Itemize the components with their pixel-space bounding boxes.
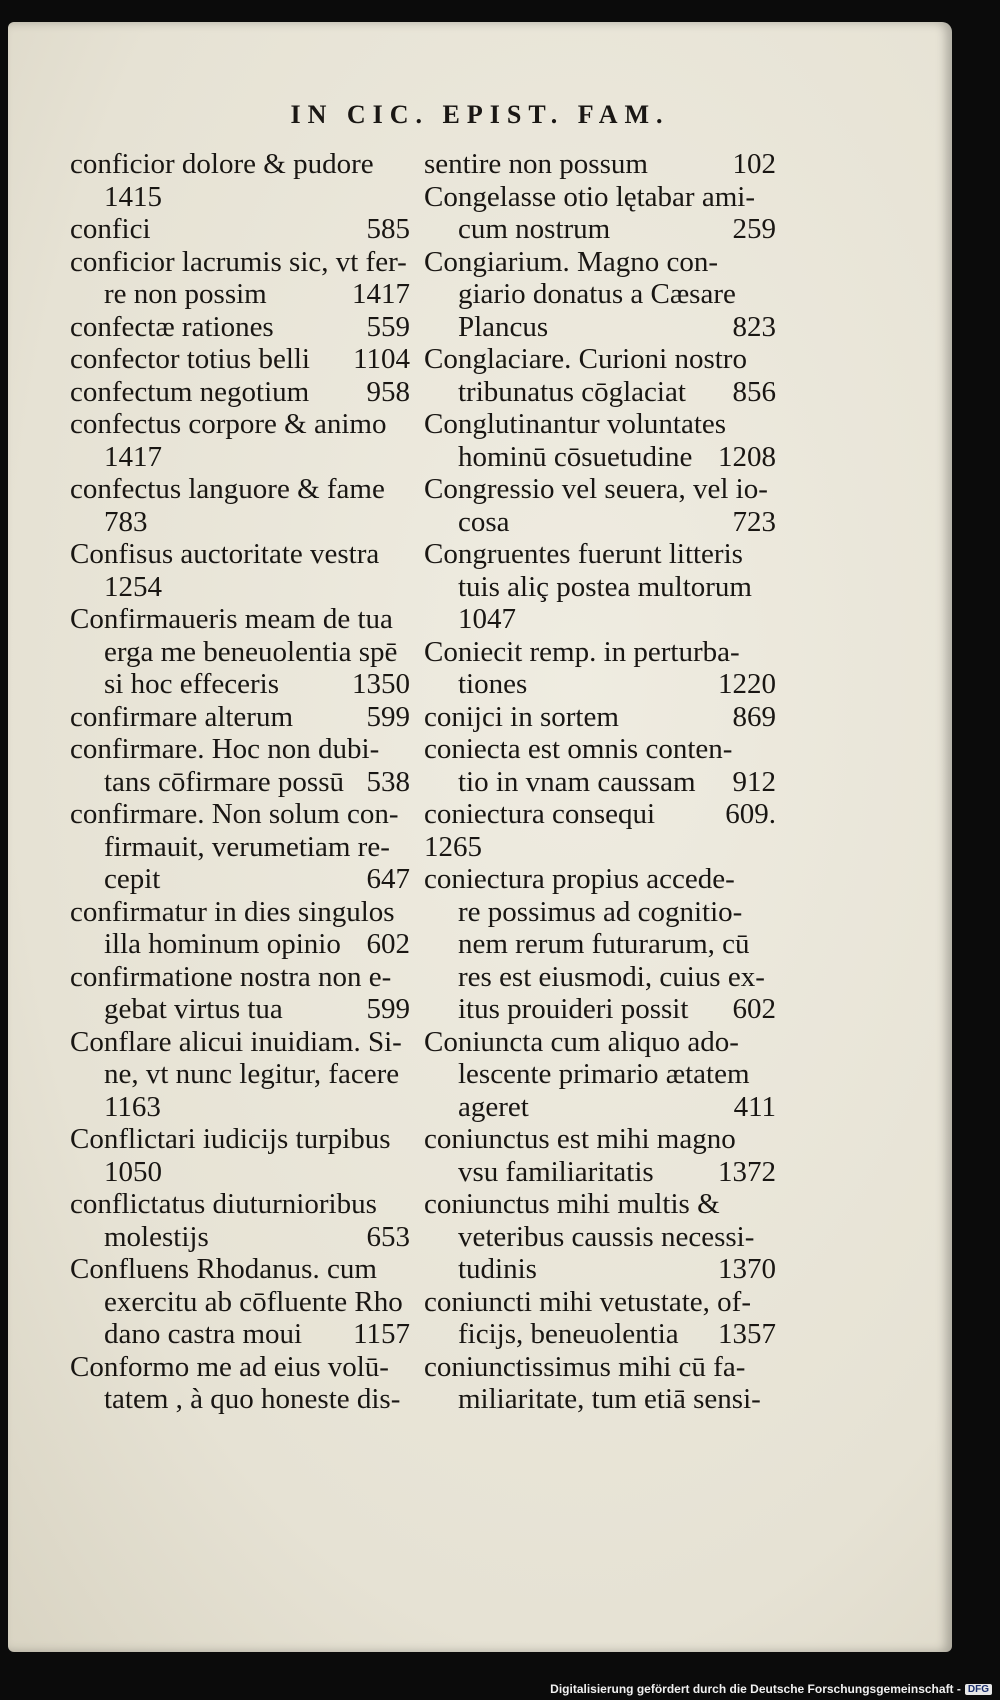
entry-text: confirmatione nostra non e- <box>70 960 392 993</box>
entry-text: Conflare alicui inuidiam. Si- <box>70 1025 402 1058</box>
index-entry-line <box>70 213 410 246</box>
index-column-left <box>70 148 410 1416</box>
index-entry-line <box>70 473 410 506</box>
index-entry-line <box>70 1318 410 1351</box>
index-entry-line <box>424 311 776 344</box>
page-reference: 602 <box>366 928 410 960</box>
entry-text: tatem , à quo honeste dis- <box>104 1383 401 1415</box>
index-entry <box>70 473 410 538</box>
index-entry-line <box>424 246 776 279</box>
index-entry-line <box>424 733 776 766</box>
entry-text: tiones <box>458 668 528 700</box>
index-entry-line <box>70 896 410 929</box>
index-entry <box>424 408 776 473</box>
entry-text: 1265 <box>424 830 482 863</box>
entry-text: cum nostrum <box>458 213 611 245</box>
index-entry <box>70 1253 410 1351</box>
entry-text: 1050 <box>104 1155 162 1188</box>
index-entry-line <box>424 1091 776 1124</box>
index-entry-line <box>70 538 410 571</box>
entry-text: 783 <box>104 505 148 538</box>
index-entry-line <box>70 343 410 376</box>
entry-text: nem rerum futurarum, cū <box>458 928 750 960</box>
entry-text: Congelasse otio lętabar ami- <box>424 180 755 213</box>
index-entry-line <box>70 928 410 961</box>
index-entry-line <box>424 1253 776 1286</box>
book-page <box>8 22 952 1652</box>
entry-text: Confluens Rhodanus. cum <box>70 1253 377 1285</box>
page-reference: 585 <box>366 213 410 245</box>
entry-text: Coniuncta cum aliquo ado- <box>424 1025 739 1058</box>
index-entry-line <box>70 148 410 181</box>
entry-text: re non possim <box>104 278 267 310</box>
page-reference: 559 <box>366 310 410 343</box>
index-entry-line <box>70 1026 410 1059</box>
index-entry-line <box>70 603 410 636</box>
entry-text: exercitu ab cōfluente Rho <box>104 1285 403 1318</box>
index-entry-line <box>70 1156 410 1189</box>
index-entry-line <box>424 148 776 181</box>
index-entry <box>424 701 776 734</box>
index-entry-line <box>70 246 410 279</box>
page-reference: 653 <box>366 1220 410 1253</box>
entry-text: Congruentes fuerunt litteris <box>424 538 743 570</box>
index-entry-line <box>424 538 776 571</box>
index-entry <box>70 1351 410 1416</box>
page-reference: 1208 <box>718 440 776 473</box>
index-entry <box>70 896 410 961</box>
credit-text: Digitalisierung gefördert durch die Deutsche Forschungsgemeinschaft - <box>550 1682 961 1696</box>
entry-text: confici <box>70 213 151 245</box>
index-entry-line <box>424 831 776 864</box>
index-entry <box>424 473 776 538</box>
index-entry-line <box>424 928 776 961</box>
index-entry <box>424 343 776 408</box>
index-entry-line <box>424 1123 776 1156</box>
page-reference: 958 <box>366 375 410 408</box>
entry-text: Conglutinantur voluntates <box>424 408 727 440</box>
entry-text: coniunctissimus mihi cū fa- <box>424 1350 746 1383</box>
page-reference: 411 <box>733 1090 776 1123</box>
entry-text: 1163 <box>104 1090 161 1123</box>
index-entry-line <box>424 408 776 441</box>
entry-text: miliaritate, tum etiā sensi- <box>458 1383 761 1415</box>
index-entry-line <box>70 733 410 766</box>
index-entry <box>424 1286 776 1351</box>
entry-text: coniecta est omnis conten- <box>424 733 733 765</box>
index-entry-line <box>424 1026 776 1059</box>
index-entry-line <box>70 766 410 799</box>
entry-text: conflictatus diuturnioribus <box>70 1188 377 1220</box>
page-reference: 1350 <box>352 668 410 700</box>
entry-text: conijci in sortem <box>424 700 619 733</box>
entry-text: tans cōfirmare possū <box>104 765 344 798</box>
page-reference: 723 <box>732 505 776 538</box>
page-reference: 609. <box>725 798 776 830</box>
page-reference: 823 <box>732 310 776 343</box>
dfg-logo: DFG <box>965 1684 992 1695</box>
index-entry-line <box>70 1058 410 1091</box>
index-entry-line <box>424 441 776 474</box>
index-entry-line <box>424 603 776 636</box>
index-entry <box>424 1026 776 1124</box>
index-entry <box>424 831 776 864</box>
page-reference: 647 <box>366 863 410 895</box>
index-entry-line <box>70 961 410 994</box>
page-reference: 1104 <box>353 343 410 375</box>
index-entry <box>424 1188 776 1286</box>
index-entry-line <box>70 506 410 539</box>
index-entry <box>424 538 776 636</box>
page-reference: 1417 <box>352 278 410 310</box>
index-entry-line <box>70 311 410 344</box>
entry-text: Coniecit remp. in perturba- <box>424 635 740 668</box>
entry-text: Conglaciare. Curioni nostro <box>424 343 747 375</box>
index-entry <box>70 1188 410 1253</box>
entry-text: 1417 <box>104 440 162 473</box>
index-entry <box>70 213 410 246</box>
page-reference: 869 <box>732 700 776 733</box>
index-entry <box>70 246 410 311</box>
index-entry-line <box>424 896 776 929</box>
entry-text: tuis aliç postea multorum <box>458 570 752 603</box>
index-entry <box>70 1123 410 1188</box>
index-entry-line <box>70 441 410 474</box>
entry-text: tribunatus cōglaciat <box>458 375 686 408</box>
index-entry-line <box>424 1318 776 1351</box>
entry-text: confirmare. Non solum con- <box>70 798 399 830</box>
index-entry <box>70 733 410 798</box>
page-reference: 1220 <box>718 668 776 700</box>
index-entry-line <box>70 831 410 864</box>
entry-text: firmauit, verumetiam re- <box>104 830 390 863</box>
index-entry-line <box>70 993 410 1026</box>
index-entry <box>70 1026 410 1124</box>
index-entry-line <box>424 1221 776 1254</box>
page-reference: 602 <box>732 993 776 1025</box>
entry-text: lescente primario ætatem <box>458 1058 750 1090</box>
entry-text: veteribus caussis necessi- <box>458 1220 755 1253</box>
entry-text: confirmare. Hoc non dubi- <box>70 733 380 765</box>
index-entry <box>424 1123 776 1188</box>
index-entry <box>424 246 776 344</box>
page-reference: 912 <box>732 765 776 798</box>
index-entry <box>70 603 410 701</box>
entry-text: coniunctus est mihi magno <box>424 1123 736 1155</box>
index-entry <box>70 538 410 603</box>
index-entry-line <box>70 408 410 441</box>
index-entry-line <box>70 1123 410 1156</box>
entry-text: ne, vt nunc legitur, facere <box>104 1058 400 1090</box>
entry-text: tio in vnam caussam <box>458 765 696 798</box>
index-entry-line <box>424 701 776 734</box>
entry-text: cepit <box>104 863 161 895</box>
index-entry-line <box>70 278 410 311</box>
page-reference: 1357 <box>718 1318 776 1350</box>
index-entry-line <box>424 1058 776 1091</box>
entry-text: ageret <box>458 1090 529 1123</box>
entry-text: Congressio vel seuera, vel io- <box>424 473 768 505</box>
index-entry-line <box>70 181 410 214</box>
entry-text: si hoc effeceris <box>104 668 279 700</box>
index-entry <box>424 1351 776 1416</box>
index-entry <box>70 701 410 734</box>
entry-text: confectus corpore & animo <box>70 408 387 440</box>
index-entry <box>70 376 410 409</box>
index-entry-line <box>424 1156 776 1189</box>
index-entry-line <box>424 1188 776 1221</box>
index-entry <box>70 311 410 344</box>
index-entry <box>424 733 776 798</box>
index-entry-line <box>424 213 776 246</box>
entry-text: Congiarium. Magno con- <box>424 245 718 278</box>
index-entry-line <box>70 863 410 896</box>
entry-text: Plancus <box>458 310 549 343</box>
index-entry-line <box>424 1351 776 1384</box>
index-entry-line <box>424 668 776 701</box>
index-entry-line <box>424 961 776 994</box>
entry-text: tudinis <box>458 1253 537 1285</box>
entry-text: 1415 <box>104 180 162 213</box>
index-entry-line <box>424 473 776 506</box>
index-entry <box>70 408 410 473</box>
page-reference: 599 <box>366 993 410 1025</box>
index-entry-line <box>424 571 776 604</box>
index-entry <box>424 798 776 831</box>
entry-text: vsu familiaritatis <box>458 1155 654 1188</box>
entry-text: re possimus ad cognitio- <box>458 895 743 928</box>
page-reference: 538 <box>366 765 410 798</box>
entry-text: coniuncti mihi vetustate, of- <box>424 1285 751 1318</box>
index-entry <box>70 798 410 896</box>
index-entry-line <box>424 506 776 539</box>
index-entry-line <box>424 863 776 896</box>
page-reference: 599 <box>366 700 410 733</box>
entry-text: confirmatur in dies singulos <box>70 895 395 928</box>
entry-text: cosa <box>458 505 510 538</box>
index-entry-line <box>424 1383 776 1416</box>
index-entry-line <box>424 278 776 311</box>
entry-text: confectus languore & fame <box>70 473 385 505</box>
entry-text: giario donatus a Cæsare <box>458 278 736 310</box>
entry-text: coniectura consequi <box>424 798 656 830</box>
digitization-credit <box>550 1682 992 1696</box>
entry-text: confector totius belli <box>70 343 310 375</box>
index-entry-line <box>70 571 410 604</box>
index-entry-line <box>424 636 776 669</box>
running-header: IN CIC. EPIST. FAM. <box>290 100 670 129</box>
entry-text: 1254 <box>104 570 162 603</box>
entry-text: 1047 <box>458 603 516 635</box>
entry-text: Conformo me ad eius volū- <box>70 1350 389 1383</box>
entry-text: ficijs, beneuolentia <box>458 1318 679 1350</box>
index-entry <box>424 148 776 181</box>
index-entry-line <box>424 798 776 831</box>
index-entry-line <box>70 1253 410 1286</box>
entry-text: coniectura propius accede- <box>424 863 735 895</box>
index-entry-line <box>70 1091 410 1124</box>
index-entry-line <box>70 636 410 669</box>
index-column-right <box>424 148 776 1416</box>
entry-text: Confisus auctoritate vestra <box>70 538 380 570</box>
entry-text: coniunctus mihi multis & <box>424 1188 720 1220</box>
index-entry-line <box>70 668 410 701</box>
index-entry-line <box>70 701 410 734</box>
entry-text: Confirmaueris meam de tua <box>70 603 393 635</box>
entry-text: confectæ rationes <box>70 310 274 343</box>
index-entry-line <box>70 1351 410 1384</box>
index-entry <box>424 636 776 701</box>
index-entry <box>70 961 410 1026</box>
page-reference: 856 <box>732 375 776 408</box>
index-entry-line <box>70 1383 410 1416</box>
index-entry-line <box>424 766 776 799</box>
index-entry-line <box>70 1286 410 1319</box>
page-reference: 1157 <box>353 1318 410 1350</box>
index-entry-line <box>70 1188 410 1221</box>
page-reference: 102 <box>732 148 776 180</box>
index-entry <box>424 863 776 1026</box>
page-reference: 259 <box>732 213 776 245</box>
index-entry-line <box>70 1221 410 1254</box>
entry-text: confirmare alterum <box>70 700 294 733</box>
index-entry-line <box>424 1286 776 1319</box>
entry-text: conficior lacrumis sic, vt fer- <box>70 245 407 278</box>
entry-text: gebat virtus tua <box>104 993 283 1025</box>
index-entry-line <box>424 993 776 1026</box>
index-entry-line <box>424 343 776 376</box>
entry-text: illa hominum opinio <box>104 928 341 960</box>
entry-text: hominū cōsuetudine <box>458 440 693 473</box>
entry-text: sentire non possum <box>424 148 648 180</box>
entry-text: itus prouideri possit <box>458 993 689 1025</box>
index-entry <box>424 181 776 246</box>
index-entry-line <box>70 798 410 831</box>
entry-text: dano castra moui <box>104 1318 303 1350</box>
entry-text: res est eiusmodi, cuius ex- <box>458 960 765 993</box>
page-reference: 1370 <box>718 1253 776 1285</box>
index-entry-line <box>70 376 410 409</box>
index-entry-line <box>424 181 776 214</box>
entry-text: confectum negotium <box>70 375 310 408</box>
entry-text: Conflictari iudicijs turpibus <box>70 1123 391 1155</box>
index-entry <box>70 148 410 213</box>
entry-text: erga me beneuolentia spē <box>104 635 398 668</box>
entry-text: conficior dolore & pudore <box>70 148 374 180</box>
index-entry-line <box>424 376 776 409</box>
entry-text: molestijs <box>104 1220 209 1253</box>
page-reference: 1372 <box>718 1155 776 1188</box>
index-entry <box>70 343 410 376</box>
